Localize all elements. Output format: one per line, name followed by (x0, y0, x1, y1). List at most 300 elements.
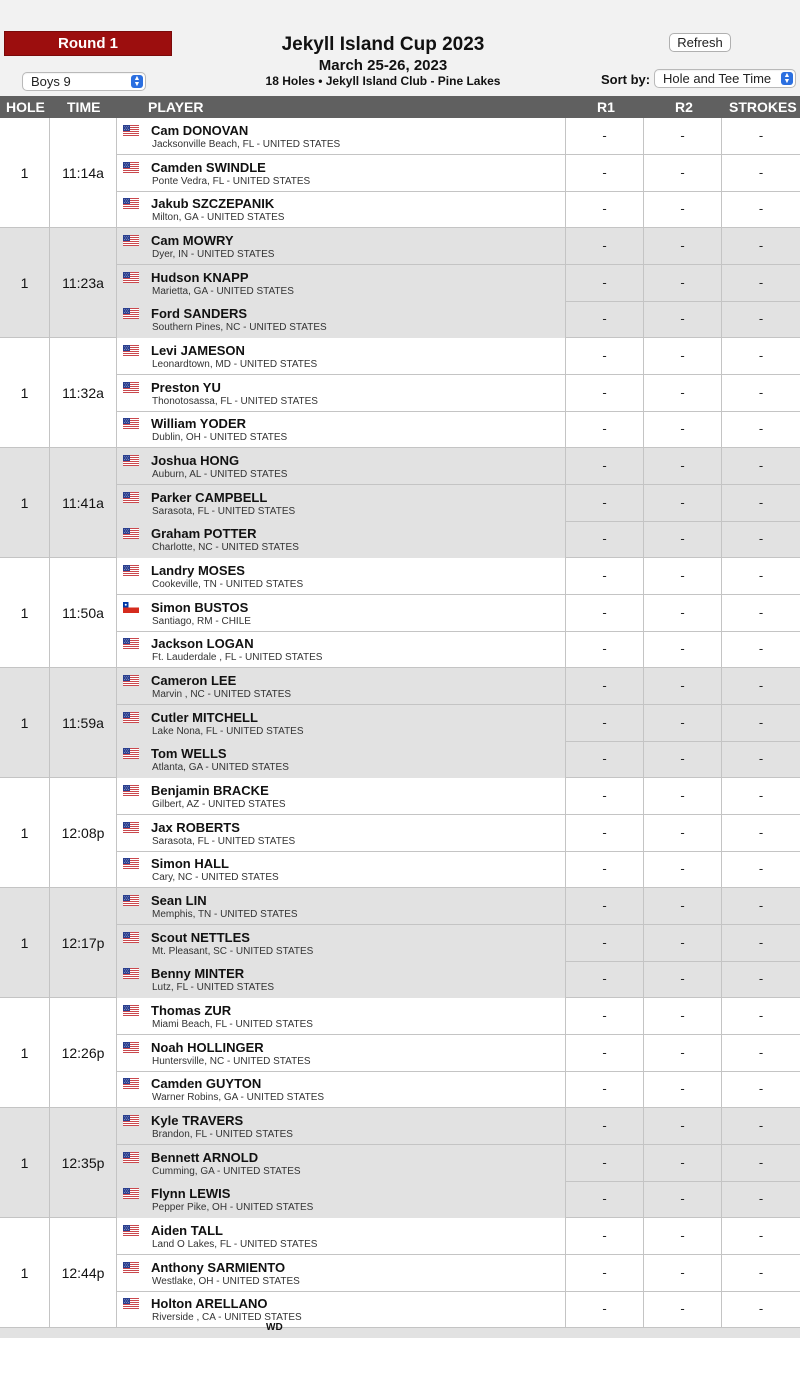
r1-score: - (566, 485, 644, 521)
player-row[interactable] (117, 1108, 800, 1145)
player-location: Atlanta, GA - UNITED STATES (152, 762, 289, 773)
hole-number: 1 (0, 558, 50, 668)
player-row[interactable] (117, 1071, 800, 1108)
player-name[interactable]: Parker CAMPBELL (151, 490, 268, 505)
player-row[interactable] (117, 558, 800, 595)
r2-score: - (644, 1218, 722, 1254)
player-name[interactable]: Anthony SARMIENTO (151, 1260, 286, 1275)
r2-score: - (644, 228, 722, 264)
player-location: Charlotte, NC - UNITED STATES (152, 542, 299, 553)
us-flag-icon (123, 1113, 139, 1124)
player-location: Cumming, GA - UNITED STATES (152, 1166, 301, 1177)
tee-time: 11:41a (50, 448, 117, 558)
player-location: Memphis, TN - UNITED STATES (152, 909, 298, 920)
player-row[interactable] (117, 1035, 800, 1072)
r1-score: - (566, 265, 644, 301)
player-location: Sarasota, FL - UNITED STATES (152, 506, 296, 517)
player-location: Riverside , CA - UNITED STATES (152, 1312, 302, 1323)
player-cell[interactable] (117, 1035, 566, 1071)
player-name[interactable]: Jakub SZCZEPANIK (151, 196, 275, 211)
strokes-score: - (758, 128, 764, 143)
player-row[interactable] (117, 851, 800, 888)
player-name[interactable]: Graham POTTER (151, 526, 257, 541)
r1-score: - (566, 705, 644, 741)
player-cell[interactable] (117, 118, 566, 154)
tournament-header (0, 0, 800, 96)
player-cell[interactable] (117, 925, 566, 961)
strokes-score: - (758, 1228, 764, 1243)
strokes-score: - (758, 1008, 764, 1023)
r1-score: - (566, 448, 644, 484)
r2-score: - (644, 1145, 722, 1181)
hole-number: 1 (0, 888, 50, 998)
r2-score: - (644, 485, 722, 521)
player-name[interactable]: Thomas ZUR (151, 1003, 232, 1018)
player-cell[interactable] (117, 851, 566, 888)
player-cell[interactable] (117, 778, 566, 814)
player-name[interactable]: Noah HOLLINGER (151, 1040, 264, 1055)
strokes-score: - (758, 311, 764, 326)
us-flag-icon (123, 783, 139, 794)
player-location: Huntersville, NC - UNITED STATES (152, 1056, 311, 1067)
player-cell[interactable] (117, 1071, 566, 1108)
player-row[interactable] (117, 925, 800, 962)
player-cell[interactable] (117, 1255, 566, 1291)
player-name[interactable]: Jackson LOGAN (151, 636, 254, 651)
us-flag-icon (123, 1150, 139, 1161)
player-location: Dyer, IN - UNITED STATES (152, 249, 275, 260)
tee-times-table (0, 118, 800, 1338)
us-flag-icon (123, 1296, 139, 1307)
r2-score: - (644, 155, 722, 191)
r1-score: - (566, 888, 644, 924)
tee-time: 12:44p (50, 1218, 117, 1328)
player-cell[interactable] (117, 228, 566, 264)
player-location: Milton, GA - UNITED STATES (152, 212, 285, 223)
strokes-score: - (758, 201, 764, 216)
strokes-score: - (758, 898, 764, 913)
us-flag-icon (123, 1186, 139, 1197)
r1-score: - (566, 851, 644, 888)
player-name[interactable]: Sean LIN (151, 893, 207, 908)
player-cell[interactable] (117, 1291, 566, 1328)
player-name[interactable]: Ford SANDERS (151, 306, 248, 321)
strokes-score: - (758, 1045, 764, 1060)
r1-score: - (566, 961, 644, 998)
strokes-score: - (758, 641, 764, 656)
column-header-bar (0, 96, 800, 118)
r1-score: - (566, 155, 644, 191)
player-row[interactable] (117, 668, 800, 705)
player-location: Marvin , NC - UNITED STATES (152, 689, 292, 700)
sort-select[interactable] (654, 69, 796, 88)
r2-score: - (644, 778, 722, 814)
player-name[interactable]: Cutler MITCHELL (151, 710, 258, 725)
player-name[interactable]: Tom WELLS (151, 746, 227, 761)
player-name[interactable]: Simon BUSTOS (151, 600, 249, 615)
r2-score: - (644, 558, 722, 594)
player-cell[interactable] (117, 595, 566, 631)
player-cell[interactable] (117, 1181, 566, 1218)
player-location: Gilbert, AZ - UNITED STATES (152, 799, 286, 810)
player-row[interactable] (117, 375, 800, 412)
player-cell[interactable] (117, 1108, 566, 1144)
player-location: Thonotosassa, FL - UNITED STATES (152, 396, 318, 407)
hole-number: 1 (0, 778, 50, 888)
player-location: Jacksonville Beach, FL - UNITED STATES (152, 139, 341, 150)
us-flag-icon (123, 710, 139, 721)
r2-score: - (644, 118, 722, 154)
division-select[interactable] (22, 72, 146, 91)
r1-score: - (566, 778, 644, 814)
us-flag-icon (123, 1260, 139, 1271)
player-row[interactable] (117, 741, 800, 778)
strokes-score: - (758, 825, 764, 840)
hole-number: 1 (0, 338, 50, 448)
strokes-score: - (758, 605, 764, 620)
r2-score: - (644, 375, 722, 411)
us-flag-icon (123, 160, 139, 171)
player-cell[interactable] (117, 961, 566, 998)
player-cell[interactable] (117, 411, 566, 448)
player-row[interactable] (117, 1218, 800, 1255)
us-flag-icon (123, 380, 139, 391)
player-row[interactable] (117, 265, 800, 302)
tee-time: 11:23a (50, 228, 117, 338)
sort-select-value: Hole and Tee Time (663, 71, 772, 86)
r1-score: - (566, 1255, 644, 1291)
player-location: Warner Robins, GA - UNITED STATES (152, 1092, 325, 1103)
us-flag-icon (123, 636, 139, 647)
r2-score: - (644, 631, 722, 668)
player-location: Leonardtown, MD - UNITED STATES (152, 359, 318, 370)
player-cell[interactable] (117, 338, 566, 374)
player-row[interactable] (117, 815, 800, 852)
player-cell[interactable] (117, 888, 566, 924)
player-cell[interactable] (117, 375, 566, 411)
tee-group (0, 558, 800, 668)
r2-score: - (644, 191, 722, 228)
us-flag-icon (123, 526, 139, 537)
r2-score: - (644, 448, 722, 484)
player-location: Auburn, AL - UNITED STATES (152, 469, 288, 480)
strokes-score: - (758, 275, 764, 290)
us-flag-icon (123, 1040, 139, 1051)
sort-label: Sort by: (601, 72, 651, 87)
strokes-score: - (758, 678, 764, 693)
tee-group (0, 778, 800, 888)
us-flag-icon (123, 1223, 139, 1234)
player-cell[interactable] (117, 1145, 566, 1181)
r1-score: - (566, 228, 644, 264)
r1-score: - (566, 668, 644, 704)
player-row[interactable] (117, 338, 800, 375)
strokes-score: - (758, 238, 764, 253)
player-row[interactable] (117, 485, 800, 522)
player-name[interactable]: Benny MINTER (151, 966, 245, 981)
strokes-score: - (758, 1118, 764, 1133)
strokes-score: - (758, 348, 764, 363)
us-flag-icon (123, 453, 139, 464)
player-cell[interactable] (117, 631, 566, 668)
player-name[interactable]: Camden SWINDLE (151, 160, 266, 175)
col-r2: R2 (675, 99, 693, 115)
player-cell[interactable] (117, 265, 566, 301)
player-location: Santiago, RM - CHILE (152, 616, 251, 627)
tee-time: 11:14a (50, 118, 117, 228)
r2-score: - (644, 1255, 722, 1291)
us-flag-icon (123, 930, 139, 941)
col-time: TIME (67, 99, 101, 115)
player-row[interactable] (117, 705, 800, 742)
r1-score: - (566, 375, 644, 411)
col-strokes: STROKES (729, 99, 797, 115)
round-tab[interactable]: Round 1 (4, 31, 172, 56)
hole-number: 1 (0, 448, 50, 558)
player-row[interactable] (117, 155, 800, 192)
tee-group (0, 228, 800, 338)
player-row[interactable] (117, 961, 800, 998)
chevron-up-down-icon: ▲ ▼ (781, 72, 793, 85)
player-cell[interactable] (117, 191, 566, 228)
player-name[interactable]: Holton ARELLANO (151, 1296, 268, 1311)
player-name[interactable]: Bennett ARNOLD (151, 1150, 259, 1165)
strokes-score: - (758, 568, 764, 583)
r1-score: - (566, 411, 644, 448)
player-name[interactable]: Cameron LEE (151, 673, 237, 688)
player-cell[interactable] (117, 815, 566, 851)
tee-time: 12:35p (50, 1108, 117, 1218)
player-location: Marietta, GA - UNITED STATES (152, 286, 294, 297)
player-row[interactable] (117, 411, 800, 448)
tee-time: 11:32a (50, 338, 117, 448)
r1-score: - (566, 998, 644, 1034)
tee-group (0, 1218, 800, 1328)
player-cell[interactable] (117, 301, 566, 338)
r2-score: - (644, 851, 722, 888)
player-location: Lutz, FL - UNITED STATES (152, 982, 275, 993)
strokes-score: - (758, 165, 764, 180)
us-flag-icon (123, 490, 139, 501)
tee-group (0, 668, 800, 778)
player-row[interactable] (117, 1255, 800, 1292)
tee-group (0, 888, 800, 998)
hole-number: 1 (0, 1108, 50, 1218)
r2-score: - (644, 925, 722, 961)
r2-score: - (644, 998, 722, 1034)
player-location: Ponte Vedra, FL - UNITED STATES (152, 176, 311, 187)
player-row[interactable] (117, 118, 800, 155)
player-location: Southern Pines, NC - UNITED STATES (152, 322, 327, 333)
r2-score: - (644, 1181, 722, 1218)
player-row[interactable] (117, 228, 800, 265)
player-name[interactable]: Joshua HONG (151, 453, 240, 468)
tee-time: 12:08p (50, 778, 117, 888)
us-flag-icon (123, 270, 139, 281)
player-name[interactable]: Scout NETTLES (151, 930, 250, 945)
player-row[interactable] (117, 595, 800, 632)
r2-score: - (644, 338, 722, 374)
us-flag-icon (123, 673, 139, 684)
player-cell[interactable] (117, 155, 566, 191)
player-row[interactable] (117, 301, 800, 338)
player-cell[interactable] (117, 741, 566, 778)
r2-score: - (644, 265, 722, 301)
r2-score: - (644, 411, 722, 448)
hole-number: 1 (0, 228, 50, 338)
r2-score: - (644, 741, 722, 778)
player-location: Ft. Lauderdale , FL - UNITED STATES (152, 652, 323, 663)
strokes-score: - (758, 715, 764, 730)
division-select-value: Boys 9 (31, 74, 71, 89)
us-flag-icon (123, 820, 139, 831)
strokes-score: - (758, 861, 764, 876)
player-location: Miami Beach, FL - UNITED STATES (152, 1019, 313, 1030)
tee-group (0, 118, 800, 228)
col-player: PLAYER (148, 99, 204, 115)
tee-time: 11:50a (50, 558, 117, 668)
r1-score: - (566, 1145, 644, 1181)
r2-score: - (644, 888, 722, 924)
player-row[interactable] (117, 631, 800, 668)
r1-score: - (566, 558, 644, 594)
tee-group (0, 338, 800, 448)
player-name[interactable]: Landry MOSES (151, 563, 245, 578)
player-cell[interactable] (117, 998, 566, 1034)
player-name[interactable]: Levi JAMESON (151, 343, 245, 358)
player-cell[interactable] (117, 448, 566, 484)
player-location: Brandon, FL - UNITED STATES (152, 1129, 293, 1140)
player-cell[interactable] (117, 558, 566, 594)
r1-score: - (566, 301, 644, 338)
player-cell[interactable] (117, 1218, 566, 1254)
chevron-up-down-icon: ▲ ▼ (131, 75, 143, 88)
player-cell[interactable] (117, 705, 566, 741)
player-cell[interactable] (117, 521, 566, 558)
r1-score: - (566, 1108, 644, 1144)
us-flag-icon (123, 233, 139, 244)
strokes-score: - (758, 751, 764, 766)
us-flag-icon (123, 123, 139, 134)
r2-score: - (644, 705, 722, 741)
player-name[interactable]: Hudson KNAPP (151, 270, 249, 285)
r1-score: - (566, 118, 644, 154)
strokes-score: - (758, 495, 764, 510)
player-location: Lake Nona, FL - UNITED STATES (152, 726, 304, 737)
r1-score: - (566, 338, 644, 374)
r1-score: - (566, 815, 644, 851)
tee-time: 11:59a (50, 668, 117, 778)
r1-score: - (566, 521, 644, 558)
player-location: Mt. Pleasant, SC - UNITED STATES (152, 946, 314, 957)
player-name[interactable]: Preston YU (151, 380, 221, 395)
hole-number: 1 (0, 118, 50, 228)
player-row[interactable] (117, 778, 800, 815)
us-flag-icon (123, 416, 139, 427)
r1-score: - (566, 1218, 644, 1254)
player-name[interactable]: William YODER (151, 416, 246, 431)
chile-flag-icon (123, 600, 139, 611)
r2-score: - (644, 1108, 722, 1144)
player-row[interactable] (117, 1181, 800, 1218)
player-row[interactable] (117, 888, 800, 925)
us-flag-icon (123, 1003, 139, 1014)
tee-group (0, 1108, 800, 1218)
hole-number: 1 (0, 668, 50, 778)
us-flag-icon (123, 966, 139, 977)
player-location: Cookeville, TN - UNITED STATES (152, 579, 304, 590)
r2-score: - (644, 815, 722, 851)
r2-score: - (644, 595, 722, 631)
player-name[interactable]: Kyle TRAVERS (151, 1113, 244, 1128)
us-flag-icon (123, 563, 139, 574)
r1-score: - (566, 1035, 644, 1071)
tee-time: 12:17p (50, 888, 117, 998)
player-name[interactable]: Flynn LEWIS (151, 1186, 231, 1201)
r1-score: - (566, 1291, 644, 1328)
refresh-button[interactable]: Refresh (669, 33, 731, 52)
r1-score: - (566, 1181, 644, 1218)
player-row[interactable] (117, 1291, 800, 1328)
player-name[interactable]: Jax ROBERTS (151, 820, 240, 835)
player-row[interactable] (117, 448, 800, 485)
r2-score: - (644, 301, 722, 338)
player-location: Dublin, OH - UNITED STATES (152, 432, 288, 443)
hole-number: 1 (0, 1218, 50, 1328)
r2-score: - (644, 1291, 722, 1328)
r2-score: - (644, 521, 722, 558)
status-badge: WD (266, 1322, 283, 1333)
r1-score: - (566, 925, 644, 961)
player-cell[interactable] (117, 485, 566, 521)
us-flag-icon (123, 196, 139, 207)
player-cell[interactable] (117, 668, 566, 704)
us-flag-icon (123, 343, 139, 354)
r1-score: - (566, 631, 644, 668)
player-location: Land O Lakes, FL - UNITED STATES (152, 1239, 318, 1250)
partial-next-row (0, 1322, 800, 1338)
strokes-score: - (758, 935, 764, 950)
r1-score: - (566, 741, 644, 778)
r2-score: - (644, 668, 722, 704)
us-flag-icon (123, 306, 139, 317)
player-name[interactable]: Benjamin BRACKE (151, 783, 269, 798)
strokes-score: - (758, 1081, 764, 1096)
strokes-score: - (758, 385, 764, 400)
player-location: Pepper Pike, OH - UNITED STATES (152, 1202, 314, 1213)
player-row[interactable] (117, 521, 800, 558)
player-name[interactable]: Simon HALL (151, 856, 229, 871)
player-row[interactable] (117, 1145, 800, 1182)
player-name[interactable]: Aiden TALL (151, 1223, 223, 1238)
r1-score: - (566, 191, 644, 228)
player-location: Sarasota, FL - UNITED STATES (152, 836, 296, 847)
player-location: Westlake, OH - UNITED STATES (152, 1276, 300, 1287)
strokes-score: - (758, 421, 764, 436)
player-name[interactable]: Cam DONOVAN (151, 123, 249, 138)
r1-score: - (566, 1071, 644, 1108)
strokes-score: - (758, 1155, 764, 1170)
strokes-score: - (758, 788, 764, 803)
col-r1: R1 (597, 99, 615, 115)
player-name[interactable]: Camden GUYTON (151, 1076, 262, 1091)
player-row[interactable] (117, 998, 800, 1035)
player-name[interactable]: Cam MOWRY (151, 233, 234, 248)
player-row[interactable] (117, 191, 800, 228)
col-hole: HOLE (6, 99, 45, 115)
r2-score: - (644, 961, 722, 998)
r2-score: - (644, 1035, 722, 1071)
